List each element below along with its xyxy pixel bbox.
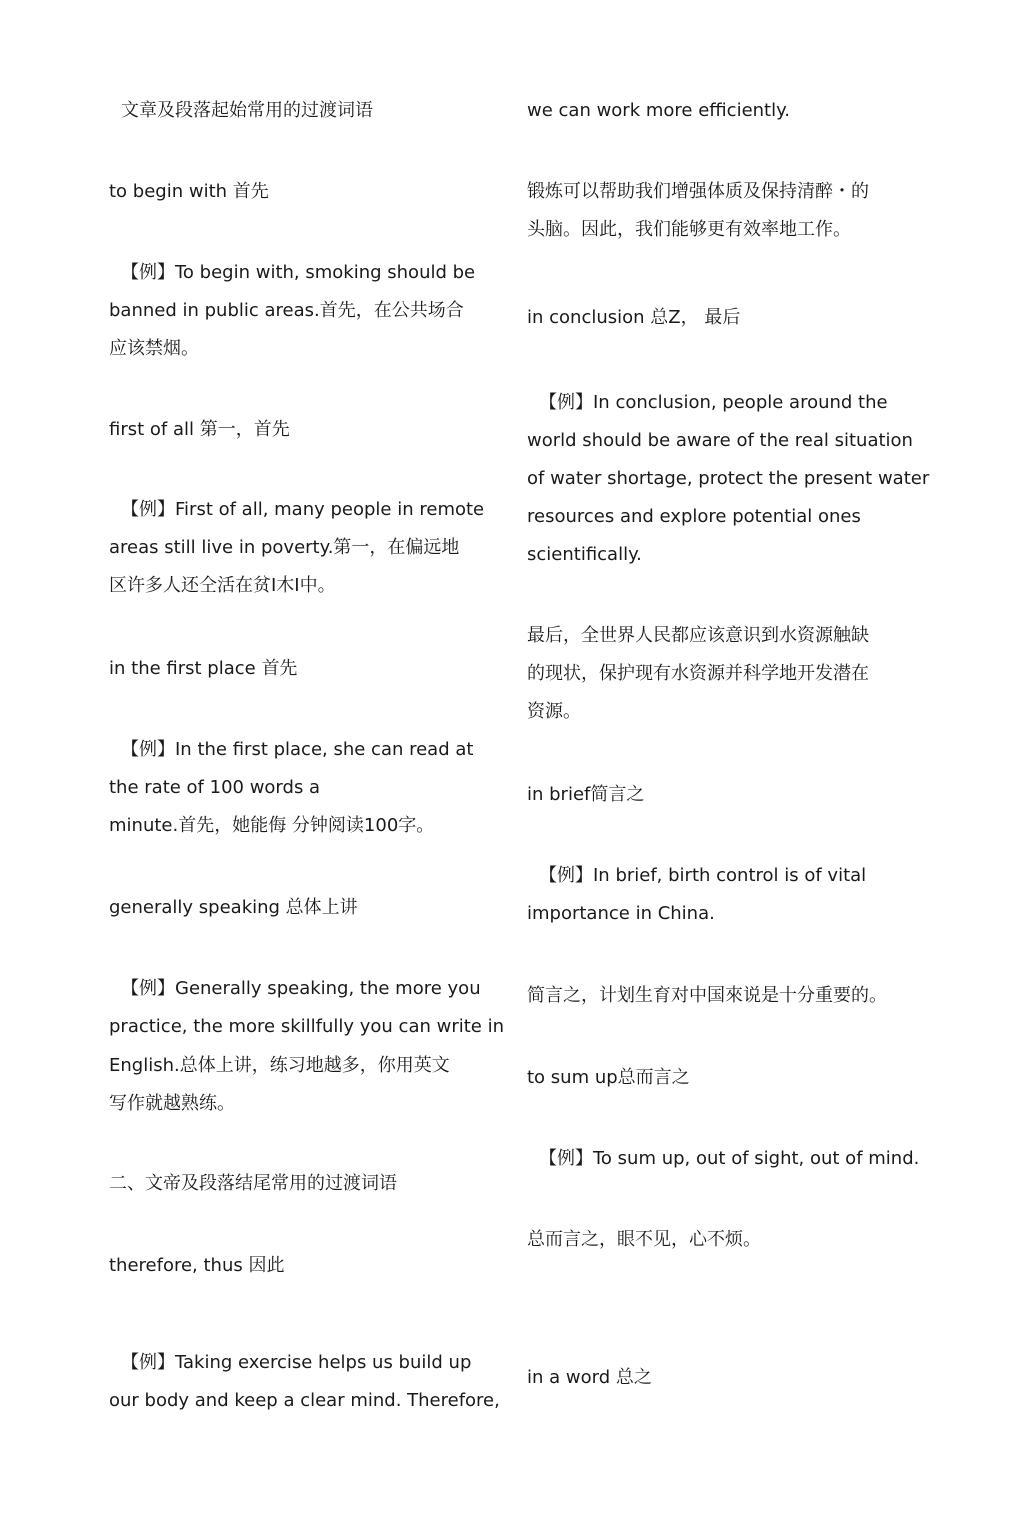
- example-therefore-line1: 【例】Taking exercise helps us build up: [121, 1352, 472, 1373]
- example-to-sum-up: 【例】To sum up, out of sight, out of mind.: [539, 1148, 920, 1169]
- example-to-begin-with-line2: banned in public areas.首先，在公共场合: [109, 300, 464, 321]
- example-in-the-first-place-line2: the rate of 100 words a: [109, 777, 321, 798]
- phrase-to-begin-with: to begin with 首先: [109, 181, 269, 202]
- example-generally-speaking-line3: English.总体上讲，练习地越多，你用英文: [109, 1055, 450, 1076]
- example-generally-speaking-line1: 【例】Generally speaking, the more you: [121, 978, 481, 999]
- example-first-of-all-line1: 【例】First of all, many people in remote: [121, 499, 485, 520]
- therefore-translation-line2: 头脑。因此，我们能够更有效率地工作。: [527, 219, 851, 240]
- phrase-to-sum-up: to sum up总而言之: [527, 1067, 690, 1088]
- example-in-brief-line2: importance in China.: [527, 903, 715, 924]
- conclusion-translation-line3: 资源。: [527, 701, 581, 722]
- example-generally-speaking-line2: practice, the more skillfully you can write in: [109, 1016, 504, 1037]
- example-to-begin-with-line3: 应该禁烟。: [109, 338, 199, 359]
- example-in-conclusion-line3: of water shortage, protect the present water: [527, 468, 930, 489]
- therefore-translation-line1: 锻炼可以帮助我们增强体质及保持清醉・的: [527, 181, 869, 202]
- conclusion-translation-line2: 的现状，保护现有水资源并科学地开发潜在: [527, 663, 869, 684]
- example-first-of-all-line2: areas still live in poverty.第一，在偏远地: [109, 537, 460, 558]
- example-therefore-line3: we can work more efficiently.: [527, 100, 790, 121]
- example-in-brief-line1: 【例】In brief, birth control is of vital: [539, 865, 867, 886]
- phrase-generally-speaking: generally speaking 总体上讲: [109, 897, 358, 918]
- phrase-in-brief: in brief简言之: [527, 784, 645, 805]
- phrase-in-a-word: in a word 总之: [527, 1367, 652, 1388]
- phrase-first-of-all: first of all 第一，首先: [109, 419, 290, 440]
- phrase-in-conclusion: in conclusion 总Z， 最后: [527, 307, 741, 328]
- example-in-conclusion-line2: world should be aware of the real situation: [527, 430, 913, 451]
- example-generally-speaking-line4: 写作就越熟练。: [109, 1093, 235, 1114]
- example-in-the-first-place-line1: 【例】In the first place, she can read at: [121, 739, 474, 760]
- example-in-conclusion-line5: scientifically.: [527, 544, 642, 565]
- sum-up-translation: 总而言之，眼不见，心不烦。: [527, 1229, 761, 1250]
- example-therefore-line2: our body and keep a clear mind. Therefore,: [109, 1390, 500, 1411]
- example-in-conclusion-line4: resources and explore potential ones: [527, 506, 861, 527]
- example-first-of-all-line3: 区许多人还仝活在贫I木I中。: [109, 575, 336, 596]
- example-in-the-first-place-line3: minute.首先，她能侮 分钟阅读100字。: [109, 815, 435, 836]
- phrase-in-the-first-place: in the first place 首先: [109, 658, 298, 679]
- section1-heading: 文章及段落起始常用的过渡词语: [121, 100, 373, 121]
- section2-heading: 二、文帝及段落结尾常用的过渡词语: [109, 1173, 397, 1194]
- brief-translation: 简言之，计划生育对中国來说是十分重要的。: [527, 985, 887, 1006]
- conclusion-translation-line1: 最后，全世界人民都应该意识到水资源触缺: [527, 625, 869, 646]
- example-in-conclusion-line1: 【例】In conclusion, people around the: [539, 392, 888, 413]
- phrase-therefore-thus: therefore, thus 因此: [109, 1255, 285, 1276]
- example-to-begin-with-line1: 【例】To begin with, smoking should be: [121, 262, 476, 283]
